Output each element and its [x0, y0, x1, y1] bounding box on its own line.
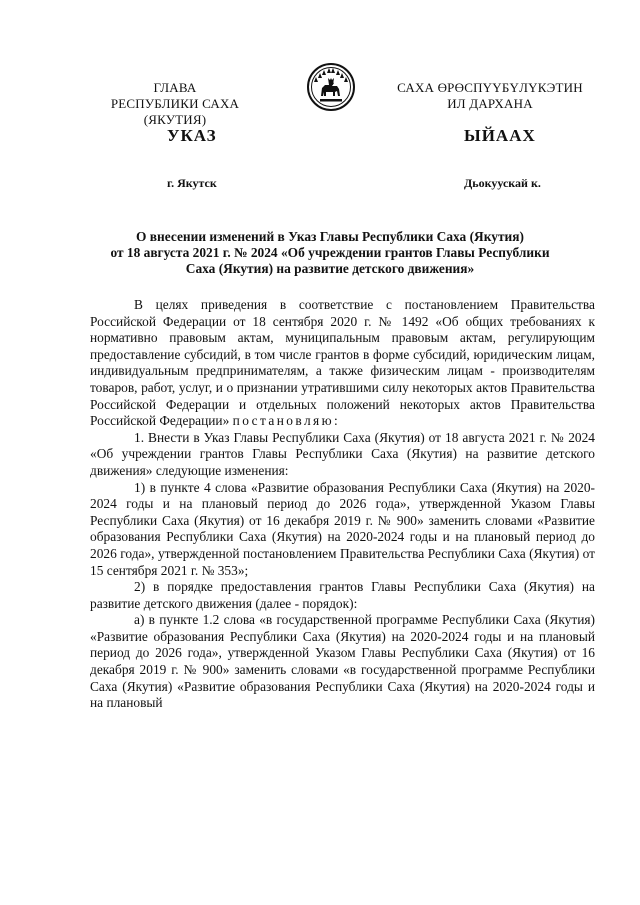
- preamble-paragraph: [90, 297, 595, 430]
- coat-of-arms-icon: [306, 62, 356, 112]
- document-title-line1: О внесении изменений в Указ Главы Республики Саха (Якутия): [136, 229, 524, 244]
- header-left-line2: РЕСПУБЛИКИ САХА (ЯКУТИЯ): [110, 96, 240, 127]
- header-left-line1: ГЛАВА: [153, 80, 197, 95]
- header-right-line2: ИЛ ДАРХАНА: [447, 96, 533, 111]
- title-ru: УКАЗ: [167, 126, 217, 145]
- city-ru: г. Якутск: [167, 176, 217, 190]
- document-title-line2: от 18 августа 2021 г. № 2024 «Об учреждении грантов Главы Республики: [110, 245, 550, 260]
- document-title-line3: Саха (Якутия) на развитие детского движения»: [185, 261, 475, 276]
- title-sah: ЫЙААХ: [464, 126, 536, 145]
- preamble-text: В целях приведения в соответствие с постановлением Правительства Российской Федерации от 18 сентября 2020 г. № 1492 «Об общих требованиях к нормативно правовым актам, муниципальным правовым актам, регулирующим предоставление субсидий, в том числе грантов в форме субсидий, юридическим лицам, индивидуальным предпринимателям, а также физическим лицам - производителям товаров, работ, услуг, и о признании утратившими силу некоторых актов Правительства Российской Федерации и отдельных положений некоторых актов Правительства Российской Федерации»: [90, 297, 595, 429]
- item-1: 1. Внести в Указ Главы Республики Саха (Якутия) от 18 августа 2021 г. № 2024 «Об учреждении грантов Главы Республики Саха (Якутия) на развитие детского движения» следующие изменения:: [90, 429, 595, 478]
- header-left-block: [80, 80, 270, 128]
- resolve-word: постановляю:: [232, 413, 341, 429]
- city-sah: Дьокуускай к.: [464, 176, 541, 190]
- item-1-1: 1) в пункте 4 слова «Развитие образования Республики Саха (Якутия) на 2020-2024 годы и на плановый период до 2026 года», утвержденной Указом Главы Республики Саха (Якутия) от 16 декабря 2019 г. № 900» заменить словами «Развитие образования Республики Саха (Якутия) на 2020-2024 годы и на плановый период до 2026 года», утвержденной постановлением Правительства Республики Саха (Якутия) от 15 сентября 2021 г. № 353»;: [90, 479, 595, 578]
- item-1-2-a: а) в пункте 1.2 слова «в государственной программе Республики Саха (Якутия) «Развитие образования Республики Саха (Якутия) на 2020-2024 годы и на плановый период до 2026 года», утвержденной Указом Главы Республики Саха (Якутия) от 16 декабря 2019 г. № 900» заменить словами «в государственной программе Республики Саха (Якутия) «Развитие образования Республики Саха (Якутия) на 2020-2024 годы и на плановый: [90, 612, 595, 711]
- header-right-block: [390, 80, 590, 112]
- header-right-line1: САХА ӨРӨСПҮҮБҮЛҮКЭТИН: [397, 80, 583, 95]
- document-body: [90, 297, 595, 712]
- document-title: [90, 229, 570, 277]
- item-1-2: 2) в порядке предоставления грантов Главы Республики Саха (Якутия) на развитие детского движения (далее - порядок):: [90, 579, 595, 611]
